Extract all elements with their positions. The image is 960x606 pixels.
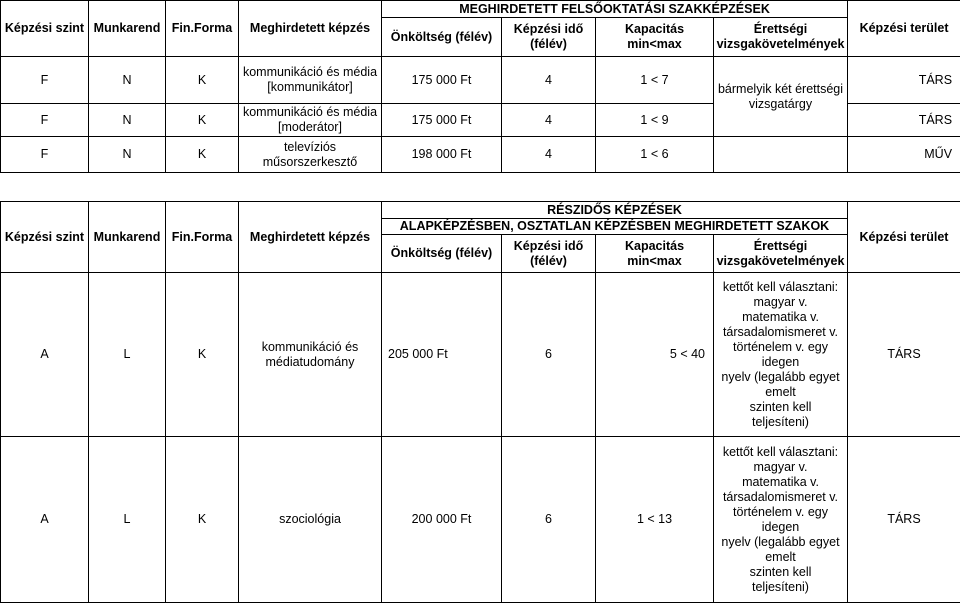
cell-forma: K bbox=[166, 104, 239, 137]
table-row bbox=[1, 137, 960, 173]
header-munkarend: Munkarend bbox=[89, 1, 166, 57]
req-line: kettőt kell választani: bbox=[722, 279, 839, 294]
cell-erettsegi bbox=[714, 273, 848, 437]
header-kepzesi-szint: Képzési szint bbox=[1, 1, 89, 57]
cell-onkoltseg: 200 000 Ft bbox=[382, 437, 502, 603]
cell-szint: A bbox=[1, 273, 89, 437]
header-kepzesi-szint: Képzési szint bbox=[1, 202, 89, 273]
cell-ido: 6 bbox=[502, 437, 596, 603]
table-row bbox=[1, 273, 960, 437]
header-kepzesi-ido: Képzési idő (félév) bbox=[502, 18, 596, 57]
cell-terulet: TÁRS bbox=[848, 437, 960, 603]
cell-munkarend: N bbox=[89, 104, 166, 137]
vocational-programs-table bbox=[0, 0, 960, 173]
cell-onkoltseg: 175 000 Ft bbox=[382, 57, 502, 104]
cell-kepzes: kommunikáció és médiatudomány bbox=[239, 273, 382, 437]
header-erettsegi: Érettségi vizsgakövetelmények bbox=[714, 235, 848, 273]
cell-onkoltseg: 175 000 Ft bbox=[382, 104, 502, 137]
cell-terulet: MŰV bbox=[848, 137, 960, 173]
cell-forma: K bbox=[166, 437, 239, 603]
header-kepzesi-terulet: Képzési terület bbox=[848, 202, 960, 273]
section-title: RÉSZIDŐS KÉPZÉSEK bbox=[382, 202, 848, 219]
header-kepzesi-ido: Képzési idő (félév) bbox=[502, 235, 596, 273]
req-line: történelem v. egy bbox=[733, 339, 828, 354]
cell-kepzes: szociológia bbox=[239, 437, 382, 603]
header-kapacitas: Kapacitás min<max bbox=[596, 235, 714, 273]
cell-kapacitas: 1 < 7 bbox=[596, 57, 714, 104]
cell-erettsegi-empty bbox=[714, 137, 848, 173]
cell-szint: F bbox=[1, 57, 89, 104]
cell-onkoltseg: 198 000 Ft bbox=[382, 137, 502, 173]
header-kepzesi-terulet: Képzési terület bbox=[848, 1, 960, 57]
cell-kapacitas: 1 < 6 bbox=[596, 137, 714, 173]
cell-ido: 4 bbox=[502, 104, 596, 137]
cell-szint: F bbox=[1, 137, 89, 173]
cell-kapacitas: 5 < 40 bbox=[596, 273, 714, 437]
cell-munkarend: L bbox=[89, 437, 166, 603]
header-kapacitas: Kapacitás min<max bbox=[596, 18, 714, 57]
req-line: nyelv (legalább egyet bbox=[721, 534, 840, 549]
req-line: teljesíteni) bbox=[752, 414, 809, 429]
cell-forma: K bbox=[166, 273, 239, 437]
req-line: szinten kell bbox=[749, 399, 812, 414]
cell-kepzes: kommunikáció és média [moderátor] bbox=[239, 104, 382, 137]
cell-munkarend: N bbox=[89, 57, 166, 104]
table-row bbox=[1, 437, 960, 603]
part-time-programs-table bbox=[0, 201, 960, 603]
req-line: szinten kell bbox=[749, 564, 812, 579]
cell-terulet: TÁRS bbox=[848, 104, 960, 137]
cell-szint: A bbox=[1, 437, 89, 603]
cell-kapacitas: 1 < 13 bbox=[596, 437, 714, 603]
cell-munkarend: N bbox=[89, 137, 166, 173]
req-line: társadalomismeret v. bbox=[722, 489, 839, 504]
req-line: kettőt kell választani: bbox=[722, 444, 839, 459]
req-line: idegen bbox=[761, 519, 800, 534]
cell-kepzes: kommunikáció és média [kommunikátor] bbox=[239, 57, 382, 104]
header-onkoltseg: Önköltség (félév) bbox=[382, 18, 502, 57]
cell-forma: K bbox=[166, 57, 239, 104]
header-onkoltseg: Önköltség (félév) bbox=[382, 235, 502, 273]
req-line: matematika v. bbox=[742, 309, 819, 324]
cell-terulet: TÁRS bbox=[848, 57, 960, 104]
table-row bbox=[1, 57, 960, 104]
req-line: nyelv (legalább egyet bbox=[721, 369, 840, 384]
req-line: társadalomismeret v. bbox=[722, 324, 839, 339]
cell-erettsegi bbox=[714, 437, 848, 603]
req-line: emelt bbox=[765, 549, 796, 564]
cell-munkarend: L bbox=[89, 273, 166, 437]
header-munkarend: Munkarend bbox=[89, 202, 166, 273]
cell-szint: F bbox=[1, 104, 89, 137]
cell-kepzes: televíziós műsorszerkesztő bbox=[239, 137, 382, 173]
req-line: magyar v. bbox=[753, 459, 808, 474]
req-line: magyar v. bbox=[753, 294, 808, 309]
section-subtitle: ALAPKÉPZÉSBEN, OSZTATLAN KÉPZÉSBEN MEGHIRDETETT SZAKOK bbox=[382, 219, 848, 235]
cell-onkoltseg: 205 000 Ft bbox=[382, 273, 502, 437]
cell-terulet: TÁRS bbox=[848, 273, 960, 437]
header-erettsegi: Érettségi vizsgakövetelmények bbox=[714, 18, 848, 57]
req-line: teljesíteni) bbox=[752, 579, 809, 594]
header-meghirdetett-kepzes: Meghirdetett képzés bbox=[239, 202, 382, 273]
cell-ido: 6 bbox=[502, 273, 596, 437]
header-fin-forma: Fin.Forma bbox=[166, 1, 239, 57]
header-meghirdetett-kepzes: Meghirdetett képzés bbox=[239, 1, 382, 57]
section-title: MEGHIRDETETT FELSŐOKTATÁSI SZAKKÉPZÉSEK bbox=[382, 1, 848, 18]
req-line: történelem v. egy bbox=[733, 504, 828, 519]
header-fin-forma: Fin.Forma bbox=[166, 202, 239, 273]
cell-ido: 4 bbox=[502, 57, 596, 104]
req-line: idegen bbox=[761, 354, 800, 369]
cell-forma: K bbox=[166, 137, 239, 173]
req-line: matematika v. bbox=[742, 474, 819, 489]
cell-kapacitas: 1 < 9 bbox=[596, 104, 714, 137]
cell-erettsegi: bármelyik két érettségi vizsgatárgy bbox=[714, 57, 848, 137]
cell-ido: 4 bbox=[502, 137, 596, 173]
req-line: emelt bbox=[765, 384, 796, 399]
